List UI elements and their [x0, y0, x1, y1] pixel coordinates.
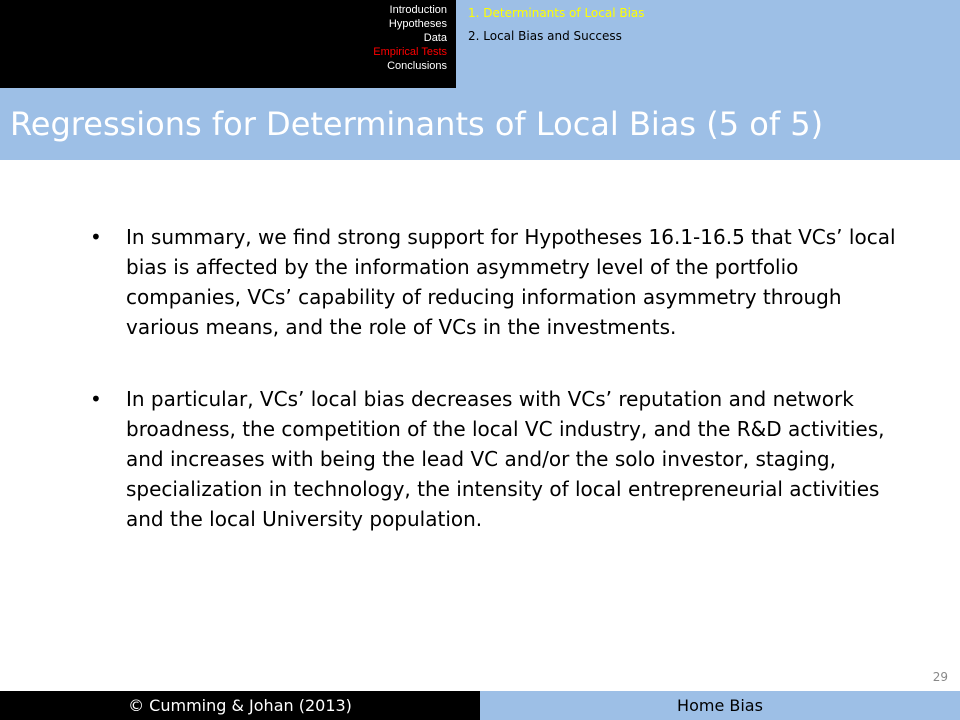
footer-topic: Home Bias [480, 691, 960, 720]
slide-body [90, 222, 900, 576]
slide-title: Regressions for Determinants of Local Bias (5 of 5) [10, 105, 824, 143]
subsection-nav [456, 0, 960, 88]
slide-number: 29 [932, 670, 948, 684]
nav-section-data[interactable]: Data [423, 32, 447, 44]
nav-section-introduction[interactable]: Introduction [389, 4, 447, 16]
title-bar [0, 88, 960, 160]
bullet-text: In summary, we find strong support for Hypotheses 16.1-16.5 that VCs’ local bias is affected by the information asymmetry level of the portfolio companies, VCs’ capability of reducing information asymmetry through various means, and the role of VCs in the investments. [126, 225, 896, 339]
section-nav [0, 0, 456, 88]
bullet-marker: • [90, 387, 102, 411]
bullet-item [90, 222, 900, 342]
bullet-marker: • [90, 225, 102, 249]
footer-copyright: © Cumming & Johan (2013) [0, 691, 480, 720]
nav-section-hypotheses[interactable]: Hypotheses [388, 18, 447, 30]
bullet-text: In particular, VCs’ local bias decreases with VCs’ reputation and network broadness, the competition of the local VC industry, and the R&D activities, and increases with being the lead VC and/or the solo investor, staging, specialization in technology, the intensity of local entrepreneurial activities and the local University population. [126, 387, 885, 531]
nav-section-conclusions[interactable]: Conclusions [387, 60, 447, 72]
bullet-item [90, 384, 900, 534]
nav-section-empirical-tests[interactable]: Empirical Tests [373, 46, 447, 58]
nav-subsection-success[interactable]: 2. Local Bias and Success [468, 29, 622, 43]
nav-subsection-determinants[interactable]: 1. Determinants of Local Bias [468, 6, 645, 20]
